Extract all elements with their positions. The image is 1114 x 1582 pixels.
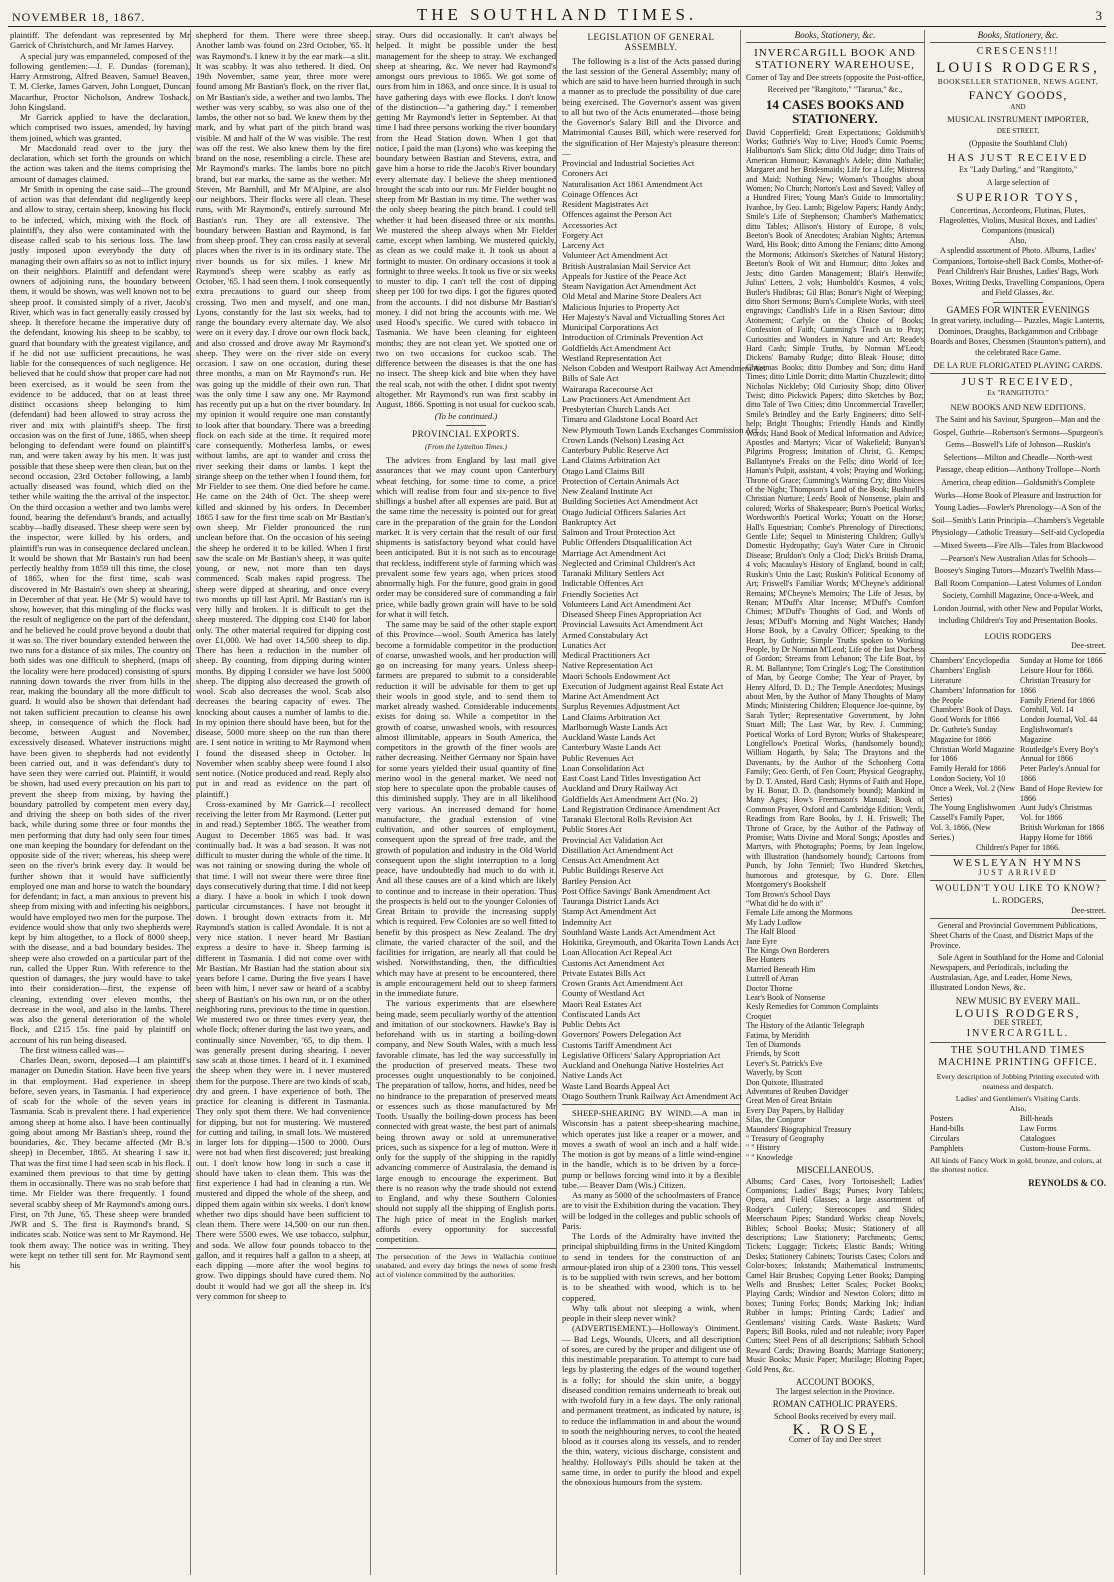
account-books: ACCOUNT BOOKS,: [795, 1377, 875, 1388]
book-item: Friends, by Scott: [746, 1049, 800, 1059]
act-item: Public Debts Act: [562, 1019, 621, 1029]
act-item: Governors' Powers Delegation Act: [562, 1029, 682, 1040]
act-item: Otago Southern Trunk Railway Act Amendment Act: [562, 1090, 742, 1101]
to-be-continued: (To be continued.): [434, 411, 498, 422]
act-item: Native Representation Act: [562, 660, 653, 671]
act-item: Maori Schools Endowment Act: [562, 670, 671, 681]
act-item: Surplus Revenues Adjustment Act: [562, 701, 680, 712]
act-item: Private Estates Bills Act: [562, 967, 646, 978]
act-item: British Australasian Mail Service Act: [562, 260, 691, 271]
act-item: Taranaki Military Settlers Act: [562, 568, 665, 578]
act-item: East Coast Land Titles Investigation Act: [562, 773, 701, 783]
act-item: Appeals for Justice of the Peace Act: [562, 270, 687, 281]
issue-date: NOVEMBER 18, 1867.: [12, 10, 146, 24]
newspaper-title: THE SOUTHLAND TIMES.: [416, 5, 698, 24]
superior-toys: SUPERIOR TOYS,: [956, 190, 1080, 205]
shop-address: Corner of Tay and Dee streets (opposite the Post-office,: [746, 73, 924, 83]
divider: [930, 918, 1106, 919]
visiting-cards: Ladies' and Gentlemen's Visiting Cards.: [955, 1094, 1081, 1104]
book-item: Waverly, by Scott: [746, 1068, 803, 1078]
act-item: Canterbury Waste Lands Act: [562, 742, 661, 753]
periodical-item: British Workman for 1866: [1020, 823, 1105, 833]
section-header: Books, Stationery, &c.: [930, 30, 1106, 43]
book-item: Adventures of Reuben Davidger: [746, 1087, 849, 1097]
act-item: Medical Practitioners Act: [562, 650, 650, 660]
just-received: JUST RECEIVED,: [961, 376, 1075, 389]
periodicals-left: [930, 656, 1016, 842]
act-item: Her Majesty's Naval and Victualling Stores Act: [562, 311, 725, 322]
column-rodgers-advert: [930, 30, 1106, 1575]
paragraph: The advices from England by last mail give assurances that we may count upon Canterbury wheat fetching, for some time to come, a price which will realise from four and six-pence to five shillings a bushel after all expenses are paid. But at the same time the necessity is pointed out for great care in the preparation of the grain for the London market. It is very certain that the result of our first shipments is satisfactory beyond what could have been anticipated. But it is not such as to encourage that reckless, indifferent style of farming which was prevalent some few years ago, when prices stood abnormally high. For the future, good grain in good order may be considered sure of commanding a fair price, while badly grown grain will have to be sold for what it will fetch.: [376, 455, 556, 619]
has-just-received: HAS JUST RECEIVED: [947, 151, 1089, 164]
periodical-item: Happy Home for 1866: [1020, 832, 1093, 842]
act-item: Land Claims Arbitration Act: [562, 711, 661, 722]
periodical-item: Once a Week, Vol. 2 (New Series): [930, 783, 1015, 803]
paragraph: The Lords of the Admiralty have invited the principal shipbuilding firms in the United Kingdom to send in tenders for the construction of an armour-plated iron ship of a 2300 tons. This vessel is to be supplied with twin screws, and her bottom is to be sheathed with wood, which is to be coppered.: [562, 1231, 740, 1303]
act-item: Confiscated Lands Act: [562, 1008, 641, 1019]
wouldnt-you-like: WOULDN'T YOU LIKE TO KNOW?: [935, 883, 1101, 894]
act-item: Public Buildings Reserve Act: [562, 865, 664, 876]
periodical-item: Family Herald for 1866: [930, 764, 1006, 774]
divider: [446, 425, 486, 426]
act-item: Public Revenues Act: [562, 752, 634, 763]
instrument-list: Concertinas, Accordeons, Flutinas, Flutes, Flageolettes, Violins, Musical Boxes, and Ladies' Companions (musical): [939, 205, 1097, 236]
school-books: School Books received by every mail.: [774, 1411, 896, 1421]
book-item: Croquet: [746, 1011, 772, 1021]
advertiser-name: LOUIS RODGERS,: [936, 60, 1100, 77]
act-item: Southland Waste Lands Act Amendment Act: [562, 926, 716, 937]
book-item: Bee Hunters: [746, 955, 786, 965]
shop-name: INVERCARGILL BOOK AND STATIONERY WAREHOUSE,: [754, 47, 916, 72]
paragraph: As many as 5000 of the schoolmasters of France are to visit the Exhibition during the vacation. They will be lodged in the colleges and public schools of Paris.: [562, 1190, 740, 1231]
games-heading: GAMES FOR WINTER EVENINGS: [946, 305, 1090, 316]
act-item: Loan Consolidation Act: [562, 762, 645, 773]
periodicals-right: [1020, 656, 1106, 842]
act-item: County of Westland Act: [562, 988, 645, 999]
book-item: Fatima, by Meridith: [746, 1030, 810, 1040]
account-books-note: The largest selection in the Province.: [775, 1387, 895, 1397]
column-exports: [376, 30, 557, 1575]
ship-names: Ex "Lady Darling," and "Rangitoto,": [959, 165, 1077, 175]
act-item: New Plymouth Town Lands Exchanges Commission Act: [562, 424, 758, 435]
paragraph: Mr Garrick applied to have the declaration, which comprised two issues, amended, by having them joined, which was granted.: [10, 112, 190, 143]
periodical-item: London Society, Vol 10: [930, 774, 1006, 784]
divider: [930, 1042, 1106, 1043]
periodical-item: Englishwoman's Magazine: [1020, 725, 1073, 744]
page-number: 3: [1095, 8, 1102, 23]
act-item: Goldfields Act Amendment Act: [562, 342, 671, 353]
act-item: Wairarapa Racecourse Act: [562, 383, 653, 394]
jobbing-note: Every description of Jobbing Printing executed with neatness and despatch.: [936, 1071, 1100, 1091]
paragraph: Cross-examined by Mr Garrick—I recollect receiving the letter from Mr Raymond. (Letter put in and read.) September 1865. The weather from August to December 1865 was bad. It was continually bad. It was a bad season. It was not difficult to muster during the whole of the time. It was not raining or snowing during the whole of that time. I will not swear there were three fine days consecutively during that time. I did not keep a diary. I have a book in which I took down particular circumstances. I have not brought it down. I brought down extracts from it. Mr Raymond's station is called Avondale. It is not a very nice station. I never heard Mr Bastian express a desire to have it. Sheep farming is different in Tasmania. I did not come over with Mr Bastian. Mr Bastian had the station about six years before I came. During the five years I have been with him, I never saw or heard of a scabby sheep of Bastian's on his own run, or on the other neighboring runs, previous to the time in question. We mustered two or three times every year, the whole flock; oftener during the last two years, and continually since November, '65, to dip them. I was generally present during shearing. I never saw scab at those times. I heard of it. I examined the sheep when they were in. I never mustered them for the purpose. There are two kinds of scab, dry and green. I have experience of both. The practice for cleaning is different in Tasmania. They only spot them there. We had convenience for dipping, but not for mustering. We mustered for cutting and tailing, in small lots. We mustered in larger lots for dipping—1500 to 2000. Ours were not bad when first discovered; just breaking out. I don't know how long in such a case it should have taken to clean them. This was the first experience I had had in cleaning a run. We mustered and dipped the whole of the sheep, and dipped them again within six weeks. I don't know whether two dips should have been sufficient to clean them. There were 14,500 on our run then. There were 5500 ewes. We use tobacco, sulphur, and soda. We allow four pounds tobacco to the gallon, and it requires half a gallon to a sheep, at each dipping —more after the wool begins to grow. Two dippings should have cured them. No doubt it would had we got all the sheep in. It's very common for sheep to: [196, 798, 370, 1301]
act-item: Indemnity Act: [562, 916, 612, 927]
act-item: Provincial Lawsuits Act Amendment Act: [562, 619, 703, 630]
book-item: " Treasury of Geography: [746, 1134, 825, 1144]
large-selection: A large selection of: [986, 178, 1050, 188]
column-rose-advert: [746, 30, 925, 1575]
advertiser-address: Corner of Tay and Dee street: [788, 1435, 882, 1445]
advertiser-name: K. ROSE,: [792, 1421, 878, 1438]
paragraph: (ADVERTISEMENT.)—Holloway's Ointment.— Bad Legs, Wounds, Ulcers, and all description of sores, are cured by the proper and diligent use of this inestimable preparation. To attempt to cure bad legs by plastering the edges of the wound together is a folly; for should the skin unite, a boggy diseased condition remains underneath to break out with twofold fury in a few days. The only rational and permanent treatment, as indicated by nature, is to reduce the inflammation in and about the wound to sooth the neighbouring nerves, to cool the heated blood as it courses along its vessels, and to render the thin, watery, vicious discharge, consistent and healthy. Holloway's Pills should be taken at the same time, in order to purify the blood and expel the obnoxious humours from the system.: [562, 1323, 740, 1487]
paragraph: shepherd for them. There were three sheep. Another lamb was found on 23rd October, '65. It was Raymond's. I knew it by the ear mark—a slit. It was scabby. It was also tethered. It died. On 19th November, same year, three more were found among Mr Bastian's flock, on the river flat, on Mr Bastian's side, a wether and two lambs. The wether was very scabby, so was also one of the lambs, the other not so bad. We knew them by the mark, and by what part of the pitch brand was visible. M and half of the W was visible. The rest was off the rest. We also knew them by the fire brand on the nose, resembling a circle. These are Mr Raymond's marks. The lambs bore no pitch brand, but ear marks, the same as the wether. Mr Steven, Mr Barnhill, and Mr M'Alpine, are also our neighbors. Their flocks were all clean. These runs, with Mr Raymond's, entirely surround Mr Bastian's run. They are all extensive. The boundary between Bastian and Raymond, is far from sheep proof. They can cross easily at several places when the river is in its ordinary state. The river bounds us for six miles. I knew Mr Raymond's sheep were scabby as early as October, '65. I had seen them. I took consequently extra precautions to guard our sheep from crossing. Two men and myself, and one man, Lyons, constantly for the last six weeks, had to range the boundary every alternate day. We also were on it every day. I drove our own flock back, and also crossed and drove away Mr Raymond's sheep. They were on the river side on every occasion. I saw on one occasion, during these three months, a man on Mr Raymond's run. He was going up the middle of their own run. That was the only time I saw any one. Mr Raymond has recently put up a hut on the river boundary. In my opinion it would require one man constantly to look after that boundary. There was a breeding flock on each side at the time. It required more care consequently. Motherless lambs, or ewes without lambs, are apt to wander and cross the river seeking their dams or lambs. I kept the strange sheep on the tether when I found them, for Mr Fielder to see them. One died before he came. He came on the 24th of Oct. The sheep were killed and skinned by his orders. In December 1865 I saw for the first time scab on Mr Bastian's own sheep. Mr Fielder pronounced the run unclean before that. On the occasion of his seeing the sheep he ordered it to be killed. When I first saw the scale on Mr Bastian's sheep, it was quite young, or new, not more than ten days commenced. Scab makes rapid progress. The sheep were dipped at shearing, and once every two months up till last April. Mr Bastian's run is very hilly and broken. It is difficult to get the sheep mustered. The dipping cost £140 for labor only. The other material required for dipping cost over £1,000. We had over 14,500 sheep to dip. There has been a reduction in the number of sheep. By counting, from dipping during winter months. By dipping I consider we have lost 5000 sheep. The dipping also decreased the growth of wool. Scab also decreases the wool. Scab also decreases the bearing capacity of ewes. The knocking about causes a number of lambs to die. In my opinion there should have been, but for the disease, 5000 more sheep on the run than there are. I sent notice in writing to Mr Raymond when I found the diseased sheep in October. In November when scabby sheep were found I also sent notice. (Notice produced and read. Reply also put in and read as evidence on the part of plaintiff.): [196, 30, 370, 799]
book-item: " " History: [746, 1143, 781, 1153]
street: Dee-street.: [1071, 641, 1106, 651]
news-brief: The persecution of the Jews in Wallachia continue unabated, and every day brings the news of some fresh act of violence committed by the authorities.: [376, 1248, 556, 1279]
town: INVERCARGILL.: [966, 1028, 1070, 1040]
book-list: David Copperfield; Great Expectations; Goldsmith's Works; Guthrie's Way to Live; Hood's Comic Poems; Haliburton's Sam Slick; ditto Old Judge; ditto Traits of American Humour; Kavanagh's Adele; ditto Nathalie; Margaret and her Bridesmaids; Life for a Life; Mistress and Maid; Nothing New; Woman's Thoughts about Women; No Church; Norton's Lost and Saved; Valley of a Hundred Fires; Young Man's Guide to Immortality; Ivanhoe, by Geo. Lamb; Bigelow Papers; Handy Andy; Smile's Life of Stephenson; Chamber's Mathematics; ditto Tables; Allison's History of Europe, 8 vols; Beeton's Book of Anecdotes; Arabian Nights; Artemus Ward, His Book; ditto Among the Fenians; ditto Among the Mormons; Atkinson's Sketches of Natural History; Beeton's Book of Wit and Humour; ditto Jokes and Jests; ditto Garden Management; Blair's Henwife; Julius' Letters, 2 vols; Humboldt's Kosmos, 4 vols; Butler's Hudibras; Gil Blas; Bonar's Night of Weeping; ditto Short Sermons; Burn's Complete Works, with steel engravings; Candlish's Life in a Risen Saviour; ditto Atonement; Carlyle on the Choice of Books; Confession of Faith; Cumming's Teach us to Pray; Curiosities and Wonders in Nature and Art; Reade's Hard Cash; Simple Truths, by Norman M'Leod; Dickens' Barnaby Rudge; ditto Bleak House; ditto Christmas Books; ditto Dombey and Son; ditto Hard Times; ditto Little Dorrit; ditto Martin Chuzzlewit; ditto Nicholas Nickleby; Old Curiosity Shop; ditto Oliver Twist; ditto Pickwick Papers; ditto Sketches by Boz; ditto Tale of Two Cities; ditto Uncommercial Traveller; Smile's Brindley and the Early Engineers; ditto Self-help; Bright Thoughts; Friendly Hands and Kindly Words; Hand Book of Medical Information and Advice; Apostles and Martyrs; Vicar of Wakefield; Bunyan's Pilgrims Progress; Imitation of Christ, G. Kemps; Ballantyne's Freaks on the Fells; ditto World of Ice; Haman's Pulpit, assistant, 4 vols; Praying and Working; Throne of Grace; Cumming's Warning Cry; ditto Voices of the Night; Thompson's Land of the Book; Bushnell's Christian Nurture; Leeds' Book of Nonsense, plain and colored; Works of Shakespeare; Burn's Poetical Works; Wordsworth's Poetical Works; Youatt on the Horse; Hall's Equestrian; Combe's Phrenology of Directions; Gentle Life; Sequel to Ministering Children; Gully's Domestic Hydropathy; Guy's Water Cure in Chronic Disease; Bruldon's Only a Clod; Dick's British Drama, 4 vols; Macaulay's History of England, bound in calf; Ruskin's Unto the Last; Ruskin's Political Economy of Art; Friswell's Familiar Words; M'Cheyne's additional Remains; M'Cheyne's Memoirs; The Life of Jesus, by Renan; M'Duff's Altar Incense; M'Duff's Comfort Chimes; M'Duff's Thoughts of God, and Words of Jesus; M'Duff's Morning and Night Watches; Handy Horse Book, by a Cavalry Officer; Speaking to the Heart, by Guthrie; Simple Truths spoken to Working People, by Dr Norman M'Leod; Life of the last Duchess of Gordon; Streams from Lebanon; The Life Boat, by R. M. Ballantyne; Tom Cringle's Log; The Constitution of Man, by George Combe; The Year of Prayer, by Henry Alford, D. D.; The Temple Anecdotes; Musings about Men, by the Author of Many Thoughts of Many Minds; Ministering Children; Eloquence Joe-quinne, by Sarah Tytler; Representative Government, by John Stuart Mill; The Last War, by Rev. J. Cumming; Poetical Works of Lord Byron; Works of Shakespeare; Longfellow's Poetical Works, (handsomely bound); William Hogarth, by Sala; The Draytons and the Davenants, by the Author of the Schonberg Cotta Family; Geo. Gerth, of Fen Court; Physical Geography, by D. T. Ansted, Hard Cash; Hymns of Faith and Hope, by H. Bonar, D. D. (handsomely bound); Mankind in Many Ages; How's Freemason's Manual; Book of Common Prayer, Oxford and Cambridge Edition; Verdi, Readings from Rare Books, by J. H. Friswell; The Throne of Grace, by the Author of the Pathway of Promise; Watts Divine and Moral Songs; Apostles and Martyrs, with Photographs; Poems, by Jean Ingelow, with Illustration (handsomely bound); Cartoons from Punch, by John Tenniel; Two Hundred Sketches, humorous and grotesque, by G. Dore. Ellen Montgomery's Bookshelf: [746, 127, 924, 890]
print-product: Pamphlets: [930, 1143, 964, 1153]
print-product: Hand-bills: [930, 1124, 964, 1134]
act-item: Crown Lands (Nelson) Leasing Act: [562, 434, 685, 445]
act-item: Auckland and Drury Railway Act: [562, 783, 678, 794]
print-products-left: [930, 1114, 1016, 1153]
act-item: Public Offenders Disqualification Act: [562, 537, 692, 548]
trade-line: BOOKSELLER STATIONER, NEWS AGENT,: [937, 76, 1099, 86]
book-item: " " Knowledge: [746, 1152, 793, 1162]
act-item: Naturalisation Act 1861 Amendment Act: [562, 178, 703, 189]
act-item: Larceny Act: [562, 240, 605, 250]
act-item: Bartley Pension Act: [562, 875, 631, 886]
opposite-note: (Opposite the Southland Club): [969, 138, 1067, 148]
column-court-report-cont: [196, 30, 371, 1575]
advertiser-name: LOUIS RODGERS: [984, 631, 1052, 642]
act-item: Canterbury Public Reserve Act: [562, 445, 669, 455]
periodical-item: Leisure Hour for 1866.: [1020, 666, 1094, 676]
print-products: [930, 1114, 1106, 1153]
paragraph: SHEEP-SHEARING BY WIND.—A man in Wisconsin has a patent sheep-shearing machine, which operates just like a reaper or a mower, and moves a swath of wool an inch and a half wide. The motion is got by means of a little wind-engine in the handle, which is to be driven by a force-pump or bellows forcing wind into it by a flexible tube.— Beaver Dam (Wis.) Citizen.: [562, 1108, 740, 1190]
divider: [930, 653, 1106, 654]
book-item: Every Day Papers, by Halliday: [746, 1105, 844, 1115]
book-item: The History of the Atlantic Telegraph: [746, 1021, 865, 1031]
act-item: Salmon and Trout Protection Act: [562, 527, 676, 537]
act-item: Marriage Act Amendment Act: [562, 547, 666, 558]
just-arrived: JUST ARRIVED: [978, 868, 1058, 878]
periodical-item: Chambers' Information for the People: [930, 685, 1016, 705]
act-item: Diseased Sheep Fines Appropriation Act: [562, 609, 702, 619]
misc-heading: MISCELLANEOUS.: [796, 1165, 874, 1176]
book-item: Lever's St. Patrick's Eve: [746, 1058, 823, 1068]
act-item: Loan Allocation Act Repeal Act: [562, 947, 672, 958]
street: Dee-street.: [1071, 905, 1106, 915]
act-item: Timaru and Gladstone Local Board Act: [562, 414, 698, 425]
paragraph: Why talk about not sleeping a wink, when people in their sleep never wink?: [562, 1302, 740, 1323]
periodical-item: Chambers' Encyclopedia: [930, 656, 1010, 666]
act-item: Native Lands Act: [562, 1070, 623, 1081]
misc-list: Albums; Card Cases, Ivory Tortoiseshell; Ladies' Companions; Ladies' Bags; Purses; Ivory Tablets; Opera, and Field Glasses; a large assortment of Rodger's Cutlery; Stereoscopes and Slides; Meerschaum Pipes; Standard Works; cheap Novels; Bibles; School Books; Music; Stationery of all descriptions; Law Stationery; Parchments; Gems; Tickets; Luggage; Tickets; Elastic Bands; Writing Desks; Stationery Cabinets; Tourists Cases; Colors and Color-boxes; Inkstands; Mathematical Instruments; Camel Hair Brushes; Copying Letter Books; Damping Wells and Brushes; Letter Scales; Pocket Books; Playing Cards; Windsor and Newton Colors; ditto in boxes; Tuning Forks; Bonds; Marking Ink; Indian Rubber in lumps; Printing Cards; Ladies' and Gentlemans' visiting Cards. Waste Baskets; Ward Papers; Bill Books, ruled and not ruleable; ivory Paper Cutters; Steel Pens of all descriptions; Sabbath School Reward Cards; Drawing Boards; Marriage Stationery; Music Books; Music Paper; Mucilage; Blotting Paper, Gold Pens, &c.: [746, 1176, 924, 1374]
new-books-list: The Saint and his Saviour, Spurgeon—Man and the Gospel, Guthrie—Robertson's Sermons—Spurgeon's Gems—Boswell's Life of Johnson—Ruskin's Selections—Milton and Cheadle—North-west Passage, cheap edition—Anthony Trollope—North America, cheap edition—Goldsmith's Complete Works—Home Book of Pleasure and Instruction for Young Ladies—Fowler's Phrenology—A Son of the Soil—Smith's Latin Principia—Chambers's Vegetable Physiology—Catholic Treasury—Self-aid Cyclopedia—Mixed Sweets—Fire Alls—Tales from Blackwood—Pearson's New Australian Atlas for Schools—Boosey's Singing Tutors—Mozart's Twelfth Mass—Ball Room Companion—Latest Volumes of London Society, Cornhill Magazine, Once-a-Week, and London Journal, with other New and Popular Works, including Children's Toy and Presentation Books.: [931, 414, 1105, 626]
act-item: Auckland and Onehunga Native Hostelries Act: [562, 1060, 724, 1070]
act-item: Coinage Offences Act: [562, 188, 638, 199]
roman-catholic-prayers: ROMAN CATHOLIC PRAYERS.: [772, 1399, 898, 1410]
act-item: Introduction of Criminals Prevention Act: [562, 332, 704, 343]
periodical-item: Cassell's Family Paper, Vol. 3, 1866, (New Series.): [930, 813, 1005, 842]
periodical-item: Good Words for 1866: [930, 715, 1000, 725]
book-item: Maunders' Biographical Treasury: [746, 1124, 852, 1134]
masthead: [8, 4, 1106, 27]
print-product: Bill-heads: [1020, 1114, 1053, 1124]
print-product: Catalogues: [1020, 1134, 1056, 1144]
act-item: Law Practioners Act Amendment Act: [562, 393, 691, 404]
act-item: New Zealand Institute Act: [562, 486, 653, 496]
divider: [993, 302, 1043, 303]
ex-rangitoto: Ex "RANGITOTO.": [987, 387, 1049, 397]
act-item: Waste Land Boards Appeal Act: [562, 1080, 670, 1091]
received-line: Received per "Rangitoto," "Tararua," &c.,: [767, 85, 903, 95]
periodical-item: Band of Hope Review for 1866: [1020, 783, 1103, 803]
periodical-item: Routledge's Every Boy's Annual for 1866: [1020, 744, 1099, 764]
crescens: CRESCENS!!!: [976, 46, 1060, 58]
book-item: Kesly Remedies for Common Complaints: [746, 1002, 879, 1012]
periodical-item: Chambers' English Literature: [930, 666, 991, 686]
periodical-item: Peter Parley's Annual for 1866: [1020, 764, 1100, 784]
section-header: Books, Stationery, &c.: [746, 30, 924, 43]
fancy-goods: FANCY GOODS,: [968, 87, 1068, 102]
book-item: The Half Blood: [746, 927, 796, 937]
act-item: Crown Grants Act Amendment Act: [562, 978, 683, 988]
paragraph: Mr Smith in opening the case said—The ground of action was that defendant did negligently keep and allow to stray, certain sheep, knowing his flock to be infected, which, mixing with the flock of plaintiff's, they also were contaminated with the disease called scab to his serious loss. The law justly imposed upon everybody the duty of managing their own affairs so as not to inflict injury on their neighbors. Plaintiff and defendant were owners of adjoining runs, the boundary between them, it would be shown, was well known not to be sheep proof. It consisted simply of a river, Jacob's River, which was in fact generally easily crossed by sheep. It therefore became the imperative duty of the defendant, knowing his sheep to be scabby, to guard that boundary with the greatest vigilance, and if he did not use sufficient precautions, he was liable for the consequences of such negligence. He believed that he could show that proper care had not been exercised, as it would be seen from the evidence to be adduced, that on at least three distinct occasions sheep belonging to him (defendant) had been allowed to stray across the river and mix with plaintiff's sheep. The first occasion was on the first of June, 1865, when sheep belonging to defendant were found on plaintiff's run, and were taken away by his men. It was just possible that these sheep were then clean, but on the second occasion, 23rd October following, a lamb actually diseased was found, which died on the tether while waiting the the arrival of the inspector. On the third occasion a wether and two lambs were found, bearing the defendant's brands, and actually scabby—badly diseased. These sheep were seen by the inspector, were killed by his orders, and plaintiff's run was in consequence declared unclean. It would be shown that Mr Bastain's run had been perfectly healthy from 1859 till this time, the close of 1865, when for the first time, scab was discovered in Mr Bastain's own sheep at shearing, in December of that year. He (Mr S) would have to show, however, that this mingling of the flocks was the result of negligence on the part of the defendant, and he believed he could prove beyond a doubt that it was so. The river boundary extended between the two runs for a distance of six miles. The country on both sides was one difficult to shepherd, (maps of the locality were here produced) consisting of spurs running down towards the river from hills in the rear, making the boundary all the more difficult to guard. It would also be shown that defendant had not taken sufficient precaution to cleanse his own sheep, in consequence of which the flock had become, between August and November, excessively diseased. Whatever instructions might have been given to shepherds had not evidently been carried out, and it was defendant's duty to have seen they were carried out. Plaintiff, it would be shown, had used every precaution on his part to prevent the sheep from mixing, by having the boundary patrolled by competent men every day, and driving the sheep on both sides of the river back, while during some three or four months the men performing that duty had only seen four times one man keeping the boundary for defendant on the opposite side of the river; whereas, his sheep were seen on the river's brink every day. It would be further shown that it would have sufficiently employed one man and horse to watch the boundary for defendant; in fact, a man anxious to prevent his sheep from mixing with and infecting his neighbors, would have employed two men for the purpose. The evidence would show that only two shepherds were kept by him altogether, to a flock of 8000 sheep, with the disease, and a bad boundary besides. The sheep were also crowded on a particular part of the run, called the Upper Run. With reference to the question of damages, the jury would have to take into their consideration—first, the expense of cleaning, extending over eleven months, the decrease in the wool, and also in the lambs. There was also the general deterioration of the whole flock, and £215 15s. fine paid by plaintiff on account of his run being diseased.: [10, 183, 190, 1045]
act-item: Customs Tariff Amendment Act: [562, 1039, 672, 1050]
print-product: Law Forms: [1020, 1124, 1057, 1134]
sole-agent-note: Sole Agent in Southland for the Home and Colonial Newspapers, and Periodicals, including the Australasian, Age, and Leader, Home News, Illustrated London News, &c.: [930, 952, 1104, 992]
divider: [562, 1104, 740, 1105]
act-item: Marine Act Amendment Act: [562, 691, 660, 701]
article-heading: LEGISLATION OF GENERAL ASSEMBLY.: [587, 32, 715, 53]
also-word: Also,: [1009, 236, 1027, 246]
act-item: Offences against the Person Act: [562, 209, 672, 220]
paragraph: The various experiments that are elsewhere being made, seem peculiarly worthy of the attention and imitation of our stockowners. Hawke's Bay is beforehand with us in starting a boiling-down company, and New South Wales, with a much less favorable climate, has led the way successfully in the production of preserved meats. These two processes ought unquestionably to be conjoined. The preparation of tallow, horns, and hides, need be no hindrance to the preparation of preserved meats or essences such as those manufactured by Mr Tooth. Usually the boiling-down process has been connected with great waste, the best part of animals being thrown away or sold at unremunerative prices, such as sixpence for a leg of mutton. Were it only for the supply of the shipping in the rapidly advancing commerce of Australasia, the demand is large enough to encourage the experiment. But there is no reason why the trade should not extend to England, and why these Southern Colonies should not supply all the shipping of English ports. The high price of meat in the English market affords every opportunity for successful competition.: [376, 998, 556, 1244]
periodical-item: London Journal, Vol. 44: [1020, 715, 1098, 725]
divider: [930, 880, 1106, 881]
book-item: Female Life among the Mormons: [746, 908, 853, 918]
divider: [930, 855, 1106, 856]
print-product: Circulars: [930, 1134, 960, 1144]
cases-heading: 14 CASES BOOKS AND STATIONERY.: [765, 96, 905, 126]
act-item: Post Office Savings' Bank Amendment Act: [562, 885, 711, 896]
act-item: Maori Real Estates Act: [562, 998, 642, 1009]
book-item: Lear's Book of Nonsense: [746, 992, 826, 1002]
periodical-item: Christian World Magazine for 1866: [930, 744, 1015, 764]
act-item: Presbyterian Church Lands Act: [562, 404, 670, 414]
new-music: NEW MUSIC BY EVERY MAIL.: [955, 995, 1081, 1006]
periodical-item: Dr. Guthrie's Sunday Magazine for 1866: [930, 725, 997, 744]
paragraph: Charles Dean, sworn, deposed—I am plaintiff's manager on Dunedin Station. Have been five years in that employment. Had experience in sheep before, seven years, in Tasmania. I had experience of scab for the whole of the seven years in Tasmania. Scab is prevalent there. I had experience among sheep at home also. I have been continually going about among Mr Bastian's sheep, round the boundaries, &c. They became affected (Mr B.'s sheep) in December, 1865. At shearing I saw it. That was the first time I had seen scab in his flock. I examined them previous to that time by getting them in occasionally. There was no scab before that time. Mr Fielder was there frequently. I found several scabby sheep of Mr Raymond's among ours. First, on 7th June, '65. These sheep were branded JWR and S. The first is Raymond's brand. S indicates scab. Notice was sent to Mr Raymond. He took them away. The notice was in writing. They were kept on tether till sent for. Mr Raymond sent his: [10, 1055, 190, 1270]
splendid-list: A splendid assortment of Photo. Albums, Ladies' Companions, Tortoise-shell Back Combs, Mother-of-Pearl Children's Hair Brushes, Ladies' Bags, Work Boxes, Writing Desks, Travelling Companions, Opera and Field Glasses, &c.: [931, 246, 1105, 298]
printer-name: REYNOLDS & CO.: [1028, 1177, 1106, 1188]
book-item: Jane Eyre: [746, 936, 777, 946]
street: DEE STREET,: [996, 127, 1040, 136]
periodical-item: Aunt Judy's Christmas Vol. for 1866: [1020, 803, 1093, 823]
paragraph: Mr Macdonald read over to the jury the declaration, which set forth the grounds on which the action was taken and the items comprising the amount of damages claimed.: [10, 142, 190, 184]
act-item: Legislative Officers' Salary Appropriation Act: [562, 1049, 721, 1060]
act-item: Auckland Waste Lands Act: [562, 732, 656, 742]
book-list-short: [746, 890, 924, 1163]
paragraph: The first witness called was—: [20, 1044, 125, 1055]
also-word: Also,: [1009, 1104, 1027, 1114]
act-item: Hokitika, Greymouth, and Okarita Town Lands Act: [562, 937, 739, 947]
act-item: Indictable Offences Act: [562, 578, 644, 589]
act-item: Bankruptcy Act: [562, 516, 617, 527]
act-item: Building Societies Act Amendment Act: [562, 496, 698, 507]
act-item: Lunatics Act: [562, 639, 606, 650]
act-item: Armed Constabulary Act: [562, 629, 648, 640]
publications-note: General and Provincial Government Publications, Sheet Charts of the Coast, and District Maps of the Province.: [930, 920, 1098, 950]
book-item: Married Beneath Him: [746, 964, 816, 974]
act-item: Protection of Certain Animals Act: [562, 475, 679, 486]
book-item: Great Men of Great Britain: [746, 1096, 832, 1106]
periodical-item: Christian Treasury for 1866: [1020, 676, 1091, 695]
act-item: Customs Act Amendment Act: [562, 957, 665, 968]
new-books-heading: NEW BOOKS AND NEW EDITIONS.: [950, 401, 1086, 412]
act-item: Resident Magistrates Act: [562, 199, 649, 209]
print-products-right: [1020, 1114, 1106, 1153]
book-item: Luttrell of Arran: [746, 974, 799, 984]
paragraph: plaintiff. The defendant was represented by Mr Garrick of Christchurch, and Mr James Harvey.: [10, 30, 190, 51]
act-item: Coroners Act: [562, 168, 608, 179]
periodicals-table: [930, 656, 1106, 842]
book-item: Doctor Thorne: [746, 983, 793, 993]
childrens-paper: Children's Paper for 1866.: [975, 842, 1061, 852]
print-product: Custom-house Forms.: [1020, 1143, 1091, 1153]
periodical-item: The Young Englishwomen: [930, 803, 1016, 813]
act-item: Malicious Injuries to Property Act: [562, 301, 680, 312]
act-item: Nelson Cobden and Westport Railway Act Amendment Act: [562, 363, 766, 373]
paragraph: The following is a list of the Acts passed during the last session of the General Assembly; many of which are said to have been hurried through in such a manner as to preclude the possibility of due care being exercised. The Governor's assent was given to all but two of the Acts enumerated—those being the Governor's Salary Bill and the Divorce and Matrimonial Causes Bill, which were reserved for the signification of Her Majesty's pleasure thereon:—: [562, 55, 740, 158]
book-item: Don Quixote, Illustrated: [746, 1077, 823, 1087]
street: DEE STREET,: [993, 1018, 1043, 1028]
act-item: Execution of Judgment against Real Estate Act: [562, 680, 724, 691]
periodical-item: Cornhill, Vol. 14: [1020, 705, 1074, 715]
act-item: Otago Judicial Officers Salaries Act: [562, 506, 686, 517]
advertiser-name: L. RODGERS,: [992, 895, 1044, 906]
book-item: Tom Brown's School Days: [746, 889, 831, 899]
act-item: Old Metal and Marine Store Dealers Act: [562, 291, 702, 302]
act-item: Census Act Amendment Act: [562, 855, 660, 865]
playing-cards: DE LA RUE FLORIGATED PLAYING CARDS.: [933, 360, 1103, 371]
act-item: Westland Representation Act: [562, 352, 662, 363]
wesleyan-hymns: WESLEYAN HYMNS: [953, 856, 1083, 869]
act-item: Distillation Act Amendment Act: [562, 844, 673, 855]
act-item: Public Stores Act: [562, 824, 622, 835]
paragraph: The same may be said of the other staple export of this Province—wool. South America has lately become a formidable competitor in the production of coarse, unwashed wools, and her production will go on increasing for many years. Unless sheep-farmers are prepared to submit to a considerable reduction it will be advisable for them to get up their wools in good style, and to send them to market already washed. Considerable inducements exists for doing so. While a competitor in the growth of coarse, unwashed wools, with resources almost illimitable, appears in South America, the competitors in the growth of the finer wools are rather decreasing. Neither Germany nor Spain have for some years yielded their usual quantity of fine merino wool in the general market. We need not stop here to speculate upon the probable causes of this diminished supply. They are in all likelihood very various. An increased demand for home manufacture, the gradual extension of vine cultivation, and other sources of employment, consequent upon the spread of free trade, and the growth of population and industry in the Old World consequent upon the slight interruption to a long peace, have undoubtedly had much to do with it. And all these causes are of a kind which are likely to continue and to increase in their operation. Thus the prospects is held out to the younger Colonies of Great Britain to provide the increasing supply which is required. Few Colonies are so well fitted to benefit by this prospect as New Zealand. The dry climate, the varied character of the soil, and the facilities for irrigation, are nearly all that could be wished. Notwithstanding, then, the difficulties which may have at present to be encountered, there is ample encouragement held out to sheep farmers in the immediate future.: [376, 619, 556, 998]
act-item: Otago Land Claims Bill: [562, 465, 645, 476]
article-source: (From the Lyttelton Times.): [425, 441, 507, 451]
advertiser-name: LOUIS RODGERS,: [955, 1006, 1081, 1021]
book-item: "What did he do with it": [746, 898, 824, 908]
act-item: Land Registration Ordinance Amendment Act: [562, 803, 720, 814]
act-item: Volunteer Act Amendment Act: [562, 250, 668, 261]
fancy-work-note: All kinds of Fancy Work in gold, bronze, and colors, at the shortest notice.: [930, 1155, 1102, 1175]
paragraph: A special jury was empanneled, composed of the following gentlemen:—J. F. Dundas (foreman), Harry Armstrong, Alfred Beaven, Samuel Beaven, T. M. Clerke, James Garven, John Longuet, Duncan Macarthur, Proctor Nicholson, Andrew Toshack, John Kingsland.: [10, 50, 190, 112]
divider: [930, 373, 1106, 374]
periodical-item: Chambers' Book of Days.: [930, 705, 1013, 715]
act-item: Stamp Act Amendment Act: [562, 906, 657, 917]
periodical-item: Family Friend for 1866: [1020, 695, 1095, 705]
act-item: Provincial Act Validation Act: [562, 834, 663, 845]
act-item: Land Claims Arbitration Act: [562, 455, 661, 466]
book-item: The Kings Own Borderers: [746, 945, 830, 955]
act-item: Municipal Corporations Act: [562, 322, 659, 332]
music-importer: MUSICAL INSTRUMENT IMPORTER,: [947, 114, 1089, 125]
act-item: Bills of Sale Act: [562, 373, 619, 384]
act-item: Accessories Act: [562, 219, 618, 230]
book-item: My Lady Ludlow: [746, 917, 802, 927]
act-item: Steam Navigation Act Amendment Act: [562, 281, 697, 291]
act-item: Provincial and Industrial Societies Act: [562, 158, 695, 168]
and-word: AND: [1010, 103, 1026, 112]
printing-office: THE SOUTHLAND TIMES MACHINE PRINTING OFFICE.: [938, 1044, 1098, 1068]
games-list: In great variety, including— Puzzles, Magic Lanterns, Dominoes, Draughts, Backgammon and Cribbage Boards and Boxes, Chessmen (Staunton's pattern), and the celebrated Race Game.: [930, 316, 1106, 357]
book-item: Silas, the Conjuror: [746, 1115, 806, 1125]
column-court-report: [10, 30, 191, 1575]
act-item: Forgery Act: [562, 229, 604, 240]
book-item: Ten of Diamonds: [746, 1040, 801, 1050]
act-item: Friendly Societies Act: [562, 588, 639, 599]
paragraph: stray. Ours did occasionally. It can't always be helped. It might be possible under the best management for the sheep to stray. We exchanged sheep at shearing, &c. We never had Raymond's amongst ours previous to 1865. We got some of ours from him in 1863, and once since. It is usual to have gathering days with ewe flocks. I don't know of the distinction—"a gathering day." I remember getting Mr Raymond's letter in September. At that time I had three persons working the river boundary from the Head Station down. When I got that notice, I paid the man (Lyons) who was keeping the boundary between Bastian and Stevens, extra, and gave him a horse to ride the Jacob's River boundary every alternate day. I believe the sheep mentioned brought the scab into our run. Mr Fielder bought no sheep from Mr Bastian in my time. The wether was the only sheep bearing the pitch brand. I could tell whether it had been diseased three or six months. We mustered the sheep always when Mr Fielder came, except when lambing. We mustered quickly, as clean as we could make it. It took us about a fortnight to muster. On ordinary occasions it took a fortnight to three weeks. It took us five or six weeks to muster to dip. I can't tell the cost of dipping sheep per 100 for two dips. I got the figures quoted from the accounts. I did not disburse Mr Bastian's money. I did not bring the accounts with me. We used Hood's specific. We cured with tobacco in Tasmania. We have been cleaning for eighteen months; they are not clean yet. We spotted one or two on two occasions for cuckoo scab. The difference between the diseases is that the one has no insect. The sheep kick and bite when they have the real scab, not with the other. I didnt spot twenty altogether. Mr Raymond's run was first scabby in August, 1866. Spotting is not usual for cuckoo scab.: [376, 30, 556, 409]
act-item: Volunteers Land Act Amendment Act: [562, 598, 691, 609]
act-item: Marlborough Waste Lands Act: [562, 721, 668, 732]
act-item: Goldfields Act Amendment Act (No. 2): [562, 793, 698, 804]
article-heading: PROVINCIAL EXPORTS.: [412, 428, 520, 439]
print-product: Posters: [930, 1114, 954, 1124]
periodical-item: Sunday at Home for 1866: [1020, 656, 1103, 666]
act-item: Neglected and Criminal Children's Act: [562, 557, 696, 568]
act-item: Tauranga District Lands Act: [562, 896, 660, 906]
act-item: Taranaki Electoral Rolls Revision Act: [562, 814, 693, 824]
